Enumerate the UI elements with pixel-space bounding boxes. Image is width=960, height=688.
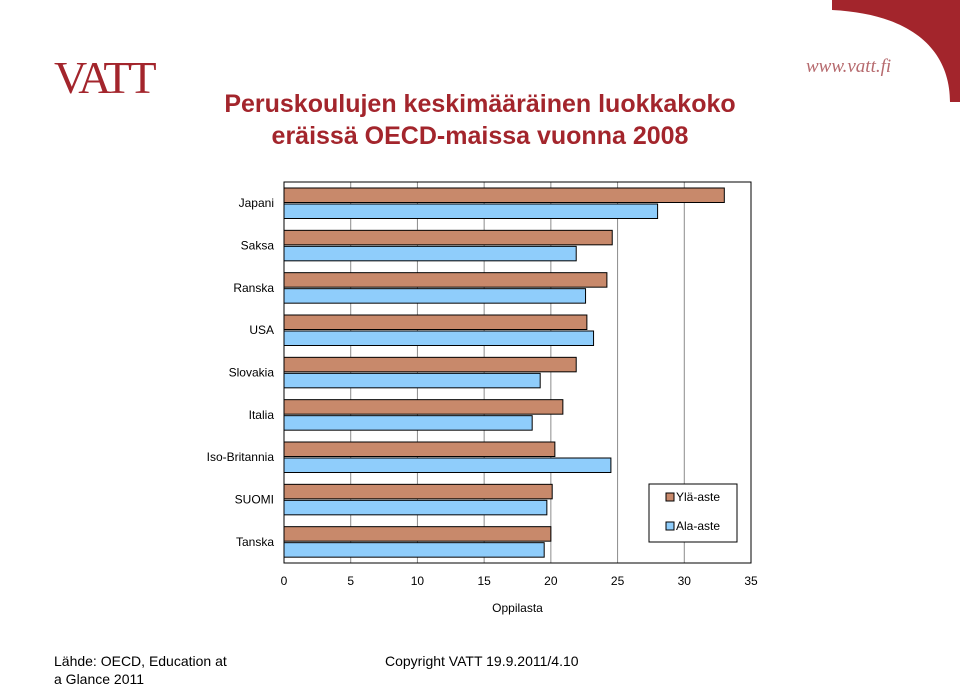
bar [284,500,547,515]
x-tick-label: 10 [410,574,425,588]
bar [284,442,555,457]
chart-title-line2: eräissä OECD-maissa vuonna 2008 [271,122,689,150]
category-label: Iso-Britannia [206,450,274,465]
source-note: Lähde: OECD, Education at a Glance 2011 [54,653,227,687]
bar [284,527,551,542]
legend-label: Ylä-aste [676,490,721,504]
bar [284,416,532,431]
x-tick-label: 15 [477,574,491,588]
legend-label: Ala-aste [676,519,721,533]
bar [284,204,658,219]
category-label: USA [249,323,274,338]
category-label: Saksa [240,238,274,253]
website-url[interactable]: www.vatt.fi [806,56,892,77]
category-label: SUOMI [234,492,274,507]
category-label: Japani [238,196,274,211]
x-tick-label: 30 [677,574,691,588]
category-label: Tanska [235,534,274,549]
chart-title-line1: Peruskoulujen keskimääräinen luokkakoko [224,90,736,118]
legend-swatch [666,493,674,501]
category-label: Italia [248,407,274,422]
bar [284,357,576,372]
x-tick-label: 25 [610,574,625,588]
bar [284,543,544,558]
x-tick-label: 20 [544,574,558,588]
bar [284,230,612,245]
x-tick-label: 5 [347,574,355,588]
x-tick-label: 35 [744,574,758,588]
bar [284,331,594,346]
bar [284,188,724,203]
bar [284,273,607,288]
copyright-note: Copyright VATT 19.9.2011/4.10 [385,653,579,669]
bar [284,484,552,499]
bar [284,246,576,260]
bar [284,400,563,415]
category-label: Slovakia [228,365,274,380]
bar [284,373,540,388]
x-tick-label: 0 [280,574,288,588]
bar [284,458,611,473]
vatt-logo: VATT [54,52,154,103]
legend-swatch [666,522,674,530]
bar [284,315,587,330]
bar [284,289,586,304]
category-label: Ranska [233,280,274,295]
x-axis-label: Oppilasta [492,601,543,615]
